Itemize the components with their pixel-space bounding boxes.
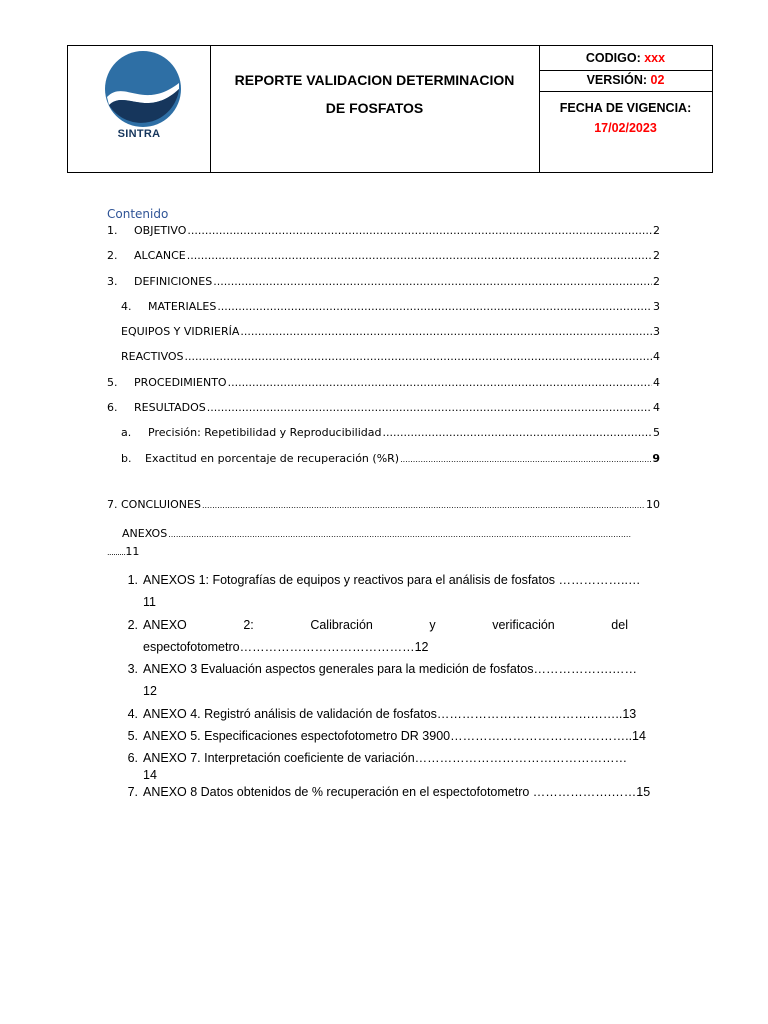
toc-leader <box>187 224 652 237</box>
toc-leader-short: ......... <box>107 548 126 557</box>
toc-page: 2 <box>653 275 660 288</box>
toc-entry[interactable] <box>121 300 660 313</box>
annex-num: 6. <box>127 751 138 765</box>
toc-page: 3 <box>653 325 660 338</box>
annex-num: 5. <box>127 729 138 743</box>
toc-page: 10 <box>646 498 660 511</box>
toc-entry[interactable] <box>121 452 660 465</box>
toc-entry-anexos-page[interactable] <box>107 545 139 558</box>
toc-heading: Contenido <box>107 207 169 221</box>
meta-cell <box>539 46 712 172</box>
version-label: VERSIÓN: <box>586 73 648 87</box>
document-title <box>210 66 539 122</box>
toc-entry[interactable] <box>121 426 660 439</box>
annex-text: ANEXO 8 Datos obtenidos de % recuperación en el espectofotometro ……………….……15 <box>143 785 651 799</box>
codigo-value: xxx <box>644 51 666 65</box>
toc-label: DEFINICIONES <box>134 275 213 288</box>
toc-leader <box>185 350 652 363</box>
toc-leader <box>383 426 652 439</box>
toc-page: 5 <box>653 426 660 439</box>
toc-leader <box>207 401 652 414</box>
title-line-1: REPORTE VALIDACION DETERMINACION <box>234 72 515 88</box>
fecha-value: 17/02/2023 <box>594 121 657 135</box>
fecha-label: FECHA DE VIGENCIA: <box>559 101 692 115</box>
toc-num: 3. <box>107 275 118 288</box>
annex-text: ANEXO 2: Calibración y verificación del <box>143 618 628 632</box>
toc-label: EQUIPOS Y VIDRIERÍA <box>121 325 240 338</box>
annex-text: ANEXO 4. Registró análisis de validación de fosfatos……………………………….……..13 <box>143 707 637 721</box>
toc-leader <box>228 376 652 389</box>
toc-num: 5. <box>107 376 118 389</box>
toc-label: ANEXOS <box>122 527 168 540</box>
annex-text-cont: espectofotometro……………………………………12 <box>143 640 429 654</box>
toc-entry[interactable] <box>121 350 660 363</box>
toc-page: 2 <box>653 224 660 237</box>
toc-label: Precisión: Repetibilidad y Reproducibilidad <box>148 426 382 439</box>
toc-page: 3 <box>653 300 660 313</box>
version-value: 02 <box>650 73 665 87</box>
toc-num: 1. <box>107 224 118 237</box>
annex-item[interactable] <box>118 618 663 658</box>
codigo-label: CODIGO: <box>585 51 641 65</box>
annex-text: ANEXO 7. Interpretación coeficiente de variación…………………………………………… <box>143 751 628 765</box>
title-line-2: DE FOSFATOS <box>325 100 424 116</box>
toc-label: RESULTADOS <box>134 401 206 414</box>
annex-num: 1. <box>127 573 138 587</box>
toc-label: OBJETIVO <box>134 224 187 237</box>
toc-entry[interactable] <box>107 376 660 389</box>
toc-num: 6. <box>107 401 118 414</box>
toc-entry[interactable] <box>107 224 660 237</box>
toc-leader <box>187 249 652 262</box>
annex-text-cont: 14 <box>143 768 157 782</box>
title-cell <box>210 46 540 172</box>
toc-num: a. <box>121 426 132 439</box>
annex-text-cont: 11 <box>143 595 156 609</box>
toc-page: 4 <box>653 376 660 389</box>
annex-num: 2. <box>127 618 138 632</box>
annex-text: ANEXO 5. Especificaciones espectofotometro DR 3900……………………………………..14 <box>143 729 646 743</box>
annex-item[interactable] <box>118 573 663 613</box>
toc-entry[interactable] <box>121 325 660 338</box>
annex-text: ANEXOS 1: Fotografías de equipos y reactivos para el análisis de fosfatos ……………..… <box>143 573 641 587</box>
toc-label: 7. CONCLUIONES <box>107 498 201 511</box>
toc-leader <box>213 275 652 288</box>
annex-num: 7. <box>127 785 138 799</box>
version-row <box>539 70 712 92</box>
sintra-logo <box>103 49 183 129</box>
toc-entry[interactable] <box>107 401 660 414</box>
toc-leader <box>217 300 652 313</box>
logo-text: SINTRA <box>117 128 161 140</box>
toc-num: 2. <box>107 249 118 262</box>
toc-leader <box>202 501 645 510</box>
annex-item[interactable] <box>118 751 663 785</box>
annex-item[interactable] <box>118 662 663 702</box>
annex-item[interactable] <box>118 707 663 725</box>
toc-leader <box>240 325 652 338</box>
toc-page: 4 <box>653 401 660 414</box>
annex-item[interactable] <box>118 785 663 803</box>
fecha-row <box>539 98 712 138</box>
toc-page: 2 <box>653 249 660 262</box>
toc-label: REACTIVOS <box>121 350 184 363</box>
toc-num: b. <box>121 452 132 465</box>
annex-num: 4. <box>127 707 138 721</box>
toc-label: PROCEDIMIENTO <box>134 376 227 389</box>
toc-num: 4. <box>121 300 132 313</box>
codigo-row <box>539 46 712 71</box>
toc-entry-anexos[interactable] <box>122 527 632 540</box>
toc-page: 9 <box>652 452 660 465</box>
toc-entry[interactable] <box>107 249 660 262</box>
toc-page: 4 <box>653 350 660 363</box>
toc-label: MATERIALES <box>148 300 217 313</box>
toc-leader <box>168 530 631 539</box>
annex-text: ANEXO 3 Evaluación aspectos generales para la medición de fosfatos……………….…… <box>143 662 637 676</box>
annex-num: 3. <box>127 662 138 676</box>
logo-cell <box>68 46 211 172</box>
toc-label: ALCANCE <box>134 249 186 262</box>
document-header <box>67 45 713 173</box>
toc-label: Exactitud en porcentaje de recuperación (%R) <box>145 452 400 465</box>
toc-page: 11 <box>125 545 140 558</box>
toc-entry[interactable] <box>107 275 660 288</box>
toc-entry[interactable] <box>107 498 660 511</box>
annex-item[interactable] <box>118 729 663 747</box>
toc-leader <box>400 455 651 464</box>
annex-text-cont: 12 <box>143 684 157 698</box>
